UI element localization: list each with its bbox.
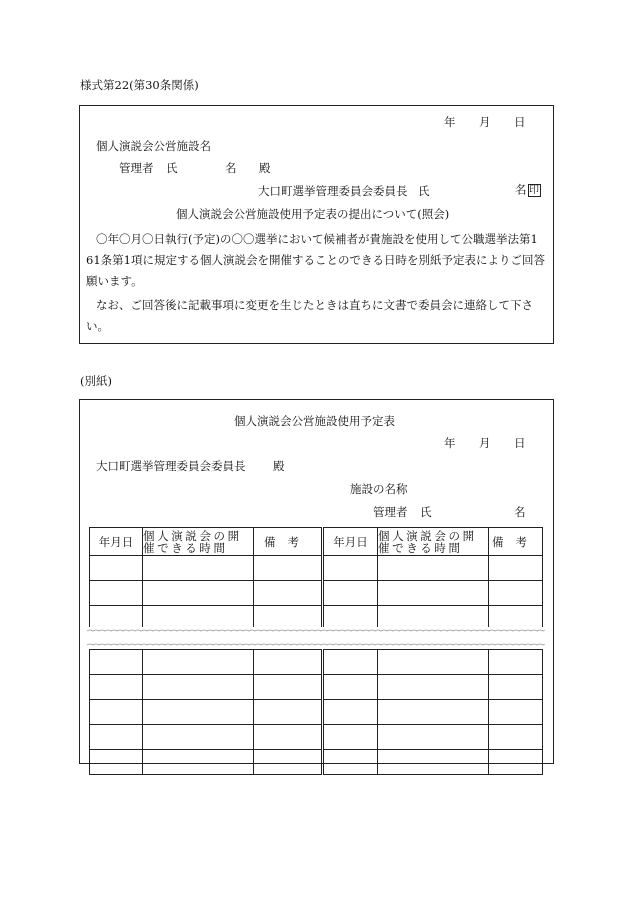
letter-day-label: 日 <box>514 115 526 129</box>
table-cell[interactable] <box>90 650 143 675</box>
sender-name-seal <box>515 184 541 197</box>
table-cell[interactable] <box>143 650 254 675</box>
letter-body-line: 願います。 <box>86 274 143 288</box>
letter-body-line: 〇年〇月〇日執行(予定)の〇〇選挙において候補者が貴施設を使用して公職選挙法第1 <box>96 232 538 246</box>
table-cell[interactable] <box>90 675 143 700</box>
table-cell[interactable] <box>378 750 489 775</box>
table-cell[interactable] <box>323 581 378 606</box>
letter-body-line: い。 <box>86 319 109 333</box>
table-cell[interactable] <box>143 750 254 775</box>
col-time-header: 個人演説会の開催できる時間 <box>378 528 489 556</box>
col-time-header: 個人演説会の開催できる時間 <box>143 528 254 556</box>
table-cell[interactable] <box>323 725 378 750</box>
schedule-header-row <box>90 528 543 556</box>
table-cell[interactable] <box>90 700 143 725</box>
col-remarks-header: 備考 <box>254 528 323 556</box>
table-cell[interactable] <box>143 700 254 725</box>
schedule-day-label: 日 <box>514 436 526 450</box>
table-cell[interactable] <box>489 725 543 750</box>
letter-month-label: 月 <box>479 115 491 129</box>
letter-subject: 個人演説会公営施設使用予定表の提出について(照会) <box>176 207 450 221</box>
omission-break <box>87 627 545 649</box>
manager-honorific: 殿 <box>259 161 271 175</box>
col-date-header: 年月日 <box>90 528 143 556</box>
table-cell[interactable] <box>378 675 489 700</box>
seal-stamp: 印 <box>529 185 539 196</box>
schedule-table <box>89 527 543 775</box>
table-cell[interactable] <box>323 700 378 725</box>
table-cell[interactable] <box>378 556 489 581</box>
table-cell[interactable] <box>143 725 254 750</box>
table-cell[interactable] <box>254 700 323 725</box>
table-cell[interactable] <box>143 556 254 581</box>
table-cell[interactable] <box>254 650 323 675</box>
table-row <box>90 725 543 750</box>
table-cell[interactable] <box>378 700 489 725</box>
table-cell[interactable] <box>254 581 323 606</box>
sender-shi-label: 氏 <box>418 184 430 198</box>
table-row <box>90 675 543 700</box>
table-row <box>90 700 543 725</box>
form-number-label: 様式第22(第30条関係) <box>80 78 199 92</box>
table-cell[interactable] <box>489 750 543 775</box>
table-cell[interactable] <box>378 650 489 675</box>
table-row <box>90 581 543 606</box>
table-cell[interactable] <box>489 700 543 725</box>
table-cell[interactable] <box>254 725 323 750</box>
table-cell[interactable] <box>90 725 143 750</box>
facility-name-label: 施設の名称 <box>350 482 408 496</box>
schedule-year-label: 年 <box>444 436 456 450</box>
table-cell[interactable] <box>489 650 543 675</box>
table-row <box>90 556 543 581</box>
table-cell[interactable] <box>254 750 323 775</box>
col-remarks-header: 備考 <box>489 528 543 556</box>
addressee-honorific: 殿 <box>273 459 285 473</box>
col-date-header: 年月日 <box>323 528 378 556</box>
facility-name-heading: 個人演説会公営施設名 <box>96 139 211 153</box>
table-cell[interactable] <box>143 581 254 606</box>
table-cell[interactable] <box>254 556 323 581</box>
sender-title: 大口町選挙管理委員会委員長 <box>258 184 408 198</box>
manager-shi-label: 氏 <box>166 161 178 175</box>
sender-mei-label: 名 <box>515 182 527 197</box>
table-cell[interactable] <box>323 750 378 775</box>
table-cell[interactable] <box>323 556 378 581</box>
table-row <box>90 750 543 775</box>
letter-year-label: 年 <box>444 115 456 129</box>
table-cell[interactable] <box>90 556 143 581</box>
attachment-label: (別紙) <box>80 374 112 388</box>
addressee-title: 大口町選挙管理委員会委員長 <box>96 459 246 473</box>
schedule-manager-shi: 氏 <box>420 505 432 519</box>
table-cell[interactable] <box>143 675 254 700</box>
table-cell[interactable] <box>254 675 323 700</box>
letter-body-line: なお、ご回答後に記載事項に変更を生じたときは直ちに文書で委員会に連絡して下さ <box>96 298 533 312</box>
table-cell[interactable] <box>378 581 489 606</box>
table-cell[interactable] <box>378 725 489 750</box>
table-cell[interactable] <box>489 556 543 581</box>
table-cell[interactable] <box>323 650 378 675</box>
schedule-manager-label: 管理者 <box>373 505 408 519</box>
table-row <box>90 650 543 675</box>
table-cell[interactable] <box>323 675 378 700</box>
schedule-title: 個人演説会公営施設使用予定表 <box>234 414 395 428</box>
table-cell[interactable] <box>90 750 143 775</box>
schedule-manager-mei: 名 <box>514 505 526 519</box>
manager-mei-label: 名 <box>225 161 237 175</box>
table-cell[interactable] <box>489 581 543 606</box>
manager-label: 管理者 <box>119 161 154 175</box>
schedule-month-label: 月 <box>479 436 491 450</box>
table-cell[interactable] <box>489 675 543 700</box>
wavy-break-lines <box>87 627 545 649</box>
table-cell[interactable] <box>90 581 143 606</box>
letter-body-line: 61条第1項に規定する個人演説会を開催することのできる日時を別紙予定表によりご回答 <box>86 253 545 267</box>
